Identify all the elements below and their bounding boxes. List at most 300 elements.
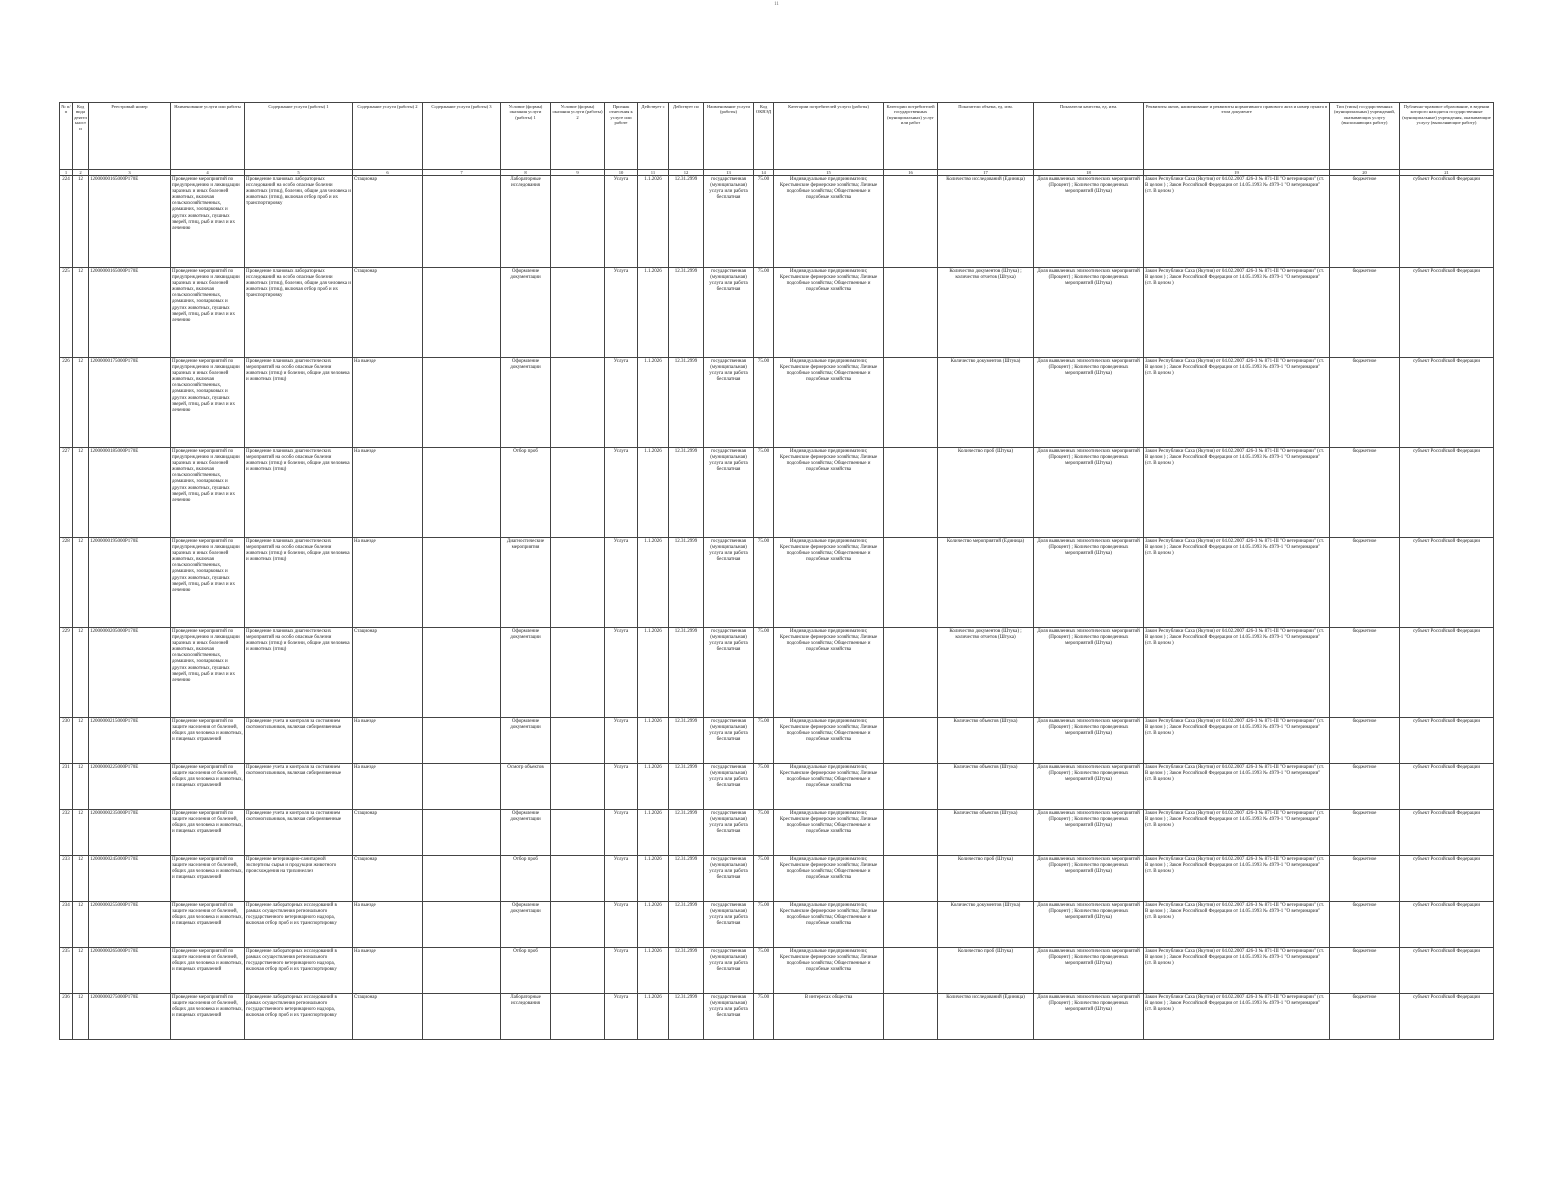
table-row	[60, 764, 1494, 810]
table-row	[60, 358, 1494, 448]
content-1: Проведение лабораторных исследований в рамках осуществления регионального государственного ветеринарного надзора, включая отбор проб и их транспортировку	[245, 994, 353, 1040]
service-name: Проведение мероприятий по защите населения от болезней, общих для человека и животных, и пищевых отравлений	[171, 718, 245, 764]
okved-code: 75.00	[754, 764, 774, 810]
valid-from: 1.1.2026	[638, 994, 669, 1040]
owner-entity: субъект Российской Федерации	[1400, 856, 1494, 902]
content-2: Стационар	[353, 810, 423, 856]
valid-to: 12.31.2999	[669, 448, 704, 538]
consumer-category-group	[884, 994, 938, 1040]
institution-type: бюджетное	[1330, 176, 1400, 268]
valid-to: 12.31.2999	[669, 538, 704, 628]
consumer-categories: Индивидуальные предприниматели; Крестьянские фермерские хозяйства; Личные подсобные хозяйства; Общественные и подсобные хозяйства	[774, 628, 884, 718]
activity-code: 12	[73, 538, 89, 628]
column-header: Категории потребителей услуги (работы)	[774, 103, 884, 170]
service-name: Проведение мероприятий по защите населения от болезней, общих для человека и животных, и пищевых отравлений	[171, 856, 245, 902]
valid-from: 1.1.2026	[638, 902, 669, 948]
valid-from: 1.1.2026	[638, 268, 669, 358]
owner-entity: субъект Российской Федерации	[1400, 948, 1494, 994]
column-header: Содержание услуги (работы) 1	[245, 103, 353, 170]
column-number: 20	[1330, 170, 1400, 176]
valid-to: 12.31.2999	[669, 268, 704, 358]
content-1: Проведение лабораторных исследований в рамках осуществления регионального государственного ветеринарного надзора, включая отбор проб и их транспортировку	[245, 902, 353, 948]
volume-indicators: Количество проб (Штука)	[938, 948, 1034, 994]
institution-type: бюджетное	[1330, 358, 1400, 448]
legal-acts: Закон Республики Саха (Якутия) от 04.02.2007 426-З № 871-III "О ветеринарии" (ст. В целом ) ; Закон Российской Федерации от 14.05.1993 № 4979-1 "О ветеринарии" (ст. В целом )	[1144, 810, 1330, 856]
consumer-category-group	[884, 448, 938, 538]
institution-type: бюджетное	[1330, 268, 1400, 358]
valid-from: 1.1.2026	[638, 538, 669, 628]
service-sign: Услуга	[605, 810, 638, 856]
volume-indicators: Количество документов (Штука) ; количество отчетов (Штука)	[938, 628, 1034, 718]
service-kind: государственная (муниципальная) услуга или работа бесплатная	[704, 810, 754, 856]
owner-entity: субъект Российской Федерации	[1400, 718, 1494, 764]
consumer-category-group	[884, 810, 938, 856]
content-1: Проведение плановых диагностических мероприятий на особо опасные болезни животных (птиц) и болезни, общие для человека и животных (птиц)	[245, 448, 353, 538]
service-sign: Услуга	[605, 856, 638, 902]
row-number: 226	[60, 358, 73, 448]
row-number: 225	[60, 268, 73, 358]
activity-code: 12	[73, 902, 89, 948]
registry-number: 12000000195000Р170Е	[89, 538, 171, 628]
consumer-categories: Индивидуальные предприниматели; Крестьянские фермерские хозяйства; Личные подсобные хозяйства; Общественные и подсобные хозяйства	[774, 268, 884, 358]
registry-table-wrapper	[59, 102, 1493, 1040]
service-name: Проведение мероприятий по предупреждению и ликвидации заразных и иных болезней животных, включая сельскохозяйственных, домашних, зоопарковых и других животных, пушных зверей, птиц, рыб и пчел и их лечению	[171, 176, 245, 268]
service-name: Проведение мероприятий по защите населения от болезней, общих для человека и животных, и пищевых отравлений	[171, 902, 245, 948]
column-header: Наименование услуги (работы)	[704, 103, 754, 170]
content-1: Проведение учета и контроля за состоянием скотомогильников, включая сибиреязвенные	[245, 718, 353, 764]
consumer-categories: Индивидуальные предприниматели; Крестьянские фермерские хозяйства; Личные подсобные хозяйства; Общественные и подсобные хозяйства	[774, 538, 884, 628]
okved-code: 75.00	[754, 902, 774, 948]
condition-1: Диагностические мероприятия	[501, 538, 551, 628]
condition-2	[551, 856, 605, 902]
row-number: 228	[60, 538, 73, 628]
condition-2	[551, 268, 605, 358]
table-row	[60, 538, 1494, 628]
condition-1: Отбор проб	[501, 856, 551, 902]
content-3	[423, 358, 501, 448]
content-3	[423, 948, 501, 994]
content-3	[423, 764, 501, 810]
content-2: На выезде	[353, 948, 423, 994]
service-kind: государственная (муниципальная) услуга или работа бесплатная	[704, 948, 754, 994]
activity-code: 12	[73, 764, 89, 810]
service-sign: Услуга	[605, 994, 638, 1040]
content-1: Проведение плановых диагностических мероприятий на особо опасные болезни животных (птиц) и болезни, общие для человека и животных (птиц)	[245, 628, 353, 718]
owner-entity: субъект Российской Федерации	[1400, 268, 1494, 358]
consumer-category-group	[884, 902, 938, 948]
service-name: Проведение мероприятий по предупреждению и ликвидации заразных и иных болезней животных, включая сельскохозяйственных, домашних, зоопарковых и других животных, пушных зверей, птиц, рыб и пчел и их лечению	[171, 628, 245, 718]
institution-type: бюджетное	[1330, 764, 1400, 810]
content-1: Проведение учета и контроля за состоянием скотомогильников, включая сибиреязвенные	[245, 810, 353, 856]
column-header: Показатели качества, ед. изм.	[1034, 103, 1144, 170]
consumer-category-group	[884, 764, 938, 810]
legal-acts: Закон Республики Саха (Якутия) от 04.02.2007 426-З № 871-III "О ветеринарии" (ст. В целом ) ; Закон Российской Федерации от 14.05.1993 № 4979-1 "О ветеринарии" (ст. В целом )	[1144, 948, 1330, 994]
service-name: Проведение мероприятий по предупреждению и ликвидации заразных и иных болезней животных, включая сельскохозяйственных, домашних, зоопарковых и других животных, пушных зверей, птиц, рыб и пчел и их лечению	[171, 268, 245, 358]
column-header: Код ОКВЭД	[754, 103, 774, 170]
column-header: Тип (типы) государственных (муниципальных) учреждений, оказывающих услугу (выполняющих работу)	[1330, 103, 1400, 170]
valid-to: 12.31.2999	[669, 358, 704, 448]
header-row	[60, 103, 1494, 170]
content-3	[423, 994, 501, 1040]
content-1: Проведение плановых лабораторных исследований на особо опасные болезни животных (птиц), болезни, общие для человека и животных (птиц), включая отбор проб и их транспортировку	[245, 268, 353, 358]
content-3	[423, 176, 501, 268]
content-2: На выезде	[353, 538, 423, 628]
owner-entity: субъект Российской Федерации	[1400, 628, 1494, 718]
okved-code: 75.00	[754, 268, 774, 358]
registry-number: 12000000165000Р170Е	[89, 176, 171, 268]
valid-from: 1.1.2026	[638, 810, 669, 856]
content-2: Стационар	[353, 268, 423, 358]
condition-1: Оформление документации	[501, 718, 551, 764]
registry-table	[59, 102, 1494, 1040]
content-2: Стационар	[353, 856, 423, 902]
activity-code: 12	[73, 628, 89, 718]
row-number: 231	[60, 764, 73, 810]
volume-indicators: Количество проб (Штука)	[938, 448, 1034, 538]
column-number: 16	[884, 170, 938, 176]
service-sign: Услуга	[605, 448, 638, 538]
okved-code: 75.00	[754, 538, 774, 628]
service-kind: государственная (муниципальная) услуга или работа бесплатная	[704, 358, 754, 448]
service-kind: государственная (муниципальная) услуга или работа бесплатная	[704, 538, 754, 628]
quality-indicators: Доля выявленных эпизоотических мероприятий (Процент) ; Количество проведенных мероприятий (Штука)	[1034, 994, 1144, 1040]
okved-code: 75.00	[754, 358, 774, 448]
condition-1: Оформление документации	[501, 358, 551, 448]
okved-code: 75.00	[754, 718, 774, 764]
quality-indicators: Доля выявленных эпизоотических мероприятий (Процент) ; Количество проведенных мероприятий (Штука)	[1034, 856, 1144, 902]
volume-indicators: Количество исследований (Единица)	[938, 176, 1034, 268]
page-number: 11	[774, 2, 779, 7]
quality-indicators: Доля выявленных эпизоотических мероприятий (Процент) ; Количество проведенных мероприятий (Штука)	[1034, 268, 1144, 358]
column-number: 21	[1400, 170, 1494, 176]
table-body	[60, 176, 1494, 1040]
valid-to: 12.31.2999	[669, 902, 704, 948]
owner-entity: субъект Российской Федерации	[1400, 176, 1494, 268]
content-3	[423, 810, 501, 856]
legal-acts: Закон Республики Саха (Якутия) от 04.02.2007 426-З № 871-III "О ветеринарии" (ст. В целом ) ; Закон Российской Федерации от 14.05.1993 № 4979-1 "О ветеринарии" (ст. В целом )	[1144, 268, 1330, 358]
valid-to: 12.31.2999	[669, 176, 704, 268]
activity-code: 12	[73, 994, 89, 1040]
content-1: Проведение плановых диагностических мероприятий на особо опасные болезни животных (птиц) и болезни, общие для человека и животных (птиц)	[245, 358, 353, 448]
content-2: На выезде	[353, 764, 423, 810]
column-header: Показатели объема, ед. изм.	[938, 103, 1034, 170]
legal-acts: Закон Республики Саха (Якутия) от 04.02.2007 426-З № 871-III "О ветеринарии" (ст. В целом ) ; Закон Российской Федерации от 14.05.1993 № 4979-1 "О ветеринарии" (ст. В целом )	[1144, 538, 1330, 628]
registry-number: 12000000185000Р170Е	[89, 448, 171, 538]
condition-1: Лабораторные исследования	[501, 176, 551, 268]
condition-2	[551, 176, 605, 268]
registry-number: 12000000275000Р170Е	[89, 994, 171, 1040]
row-number: 224	[60, 176, 73, 268]
institution-type: бюджетное	[1330, 628, 1400, 718]
institution-type: бюджетное	[1330, 902, 1400, 948]
column-header: Условие (формы) оказания услуги (работы) 2	[551, 103, 605, 170]
service-kind: государственная (муниципальная) услуга или работа бесплатная	[704, 764, 754, 810]
table-row	[60, 268, 1494, 358]
service-kind: государственная (муниципальная) услуга или работа бесплатная	[704, 856, 754, 902]
okved-code: 75.00	[754, 176, 774, 268]
quality-indicators: Доля выявленных эпизоотических мероприятий (Процент) ; Количество проведенных мероприятий (Штука)	[1034, 176, 1144, 268]
consumer-categories: Индивидуальные предприниматели; Крестьянские фермерские хозяйства; Личные подсобные хозяйства; Общественные и подсобные хозяйства	[774, 176, 884, 268]
service-sign: Услуга	[605, 538, 638, 628]
valid-from: 1.1.2026	[638, 718, 669, 764]
service-kind: государственная (муниципальная) услуга или работа бесплатная	[704, 268, 754, 358]
column-number: 1	[60, 170, 73, 176]
okved-code: 75.00	[754, 856, 774, 902]
valid-to: 12.31.2999	[669, 628, 704, 718]
service-kind: государственная (муниципальная) услуга или работа бесплатная	[704, 176, 754, 268]
column-number: 6	[353, 170, 423, 176]
owner-entity: субъект Российской Федерации	[1400, 994, 1494, 1040]
consumer-category-group	[884, 948, 938, 994]
legal-acts: Закон Республики Саха (Якутия) от 04.02.2007 426-З № 871-III "О ветеринарии" (ст. В целом ) ; Закон Российской Федерации от 14.05.1993 № 4979-1 "О ветеринарии" (ст. В целом )	[1144, 902, 1330, 948]
row-number: 232	[60, 810, 73, 856]
column-header: Реквизиты актов, наименование и реквизиты нормативного правового акта и номер пункта в этом документе	[1144, 103, 1330, 170]
service-sign: Услуга	[605, 902, 638, 948]
consumer-categories: Индивидуальные предприниматели; Крестьянские фермерские хозяйства; Личные подсобные хозяйства; Общественные и подсобные хозяйства	[774, 902, 884, 948]
quality-indicators: Доля выявленных эпизоотических мероприятий (Процент) ; Количество проведенных мероприятий (Штука)	[1034, 810, 1144, 856]
institution-type: бюджетное	[1330, 718, 1400, 764]
content-3	[423, 448, 501, 538]
consumer-category-group	[884, 538, 938, 628]
column-number: 14	[754, 170, 774, 176]
condition-2	[551, 358, 605, 448]
content-1: Проведение ветеринарно-санитарной экспертизы сырья и продукции животного происхождения на трихинеллез	[245, 856, 353, 902]
quality-indicators: Доля выявленных эпизоотических мероприятий (Процент) ; Количество проведенных мероприятий (Штука)	[1034, 448, 1144, 538]
content-3	[423, 902, 501, 948]
okved-code: 75.00	[754, 994, 774, 1040]
condition-2	[551, 718, 605, 764]
activity-code: 12	[73, 810, 89, 856]
legal-acts: Закон Республики Саха (Якутия) от 04.02.2007 426-З № 871-III "О ветеринарии" (ст. В целом ) ; Закон Российской Федерации от 14.05.1993 № 4979-1 "О ветеринарии" (ст. В целом )	[1144, 994, 1330, 1040]
service-sign: Услуга	[605, 948, 638, 994]
condition-2	[551, 628, 605, 718]
table-row	[60, 948, 1494, 994]
institution-type: бюджетное	[1330, 856, 1400, 902]
service-name: Проведение мероприятий по предупреждению и ликвидации заразных и иных болезней животных, включая сельскохозяйственных, домашних, зоопарковых и других животных, пушных зверей, птиц, рыб и пчел и их лечению	[171, 538, 245, 628]
table-row	[60, 448, 1494, 538]
service-name: Проведение мероприятий по защите населения от болезней, общих для человека и животных, и пищевых отравлений	[171, 994, 245, 1040]
legal-acts: Закон Республики Саха (Якутия) от 04.02.2007 426-З № 871-III "О ветеринарии" (ст. В целом ) ; Закон Российской Федерации от 14.05.1993 № 4979-1 "О ветеринарии" (ст. В целом )	[1144, 358, 1330, 448]
row-number: 227	[60, 448, 73, 538]
activity-code: 12	[73, 358, 89, 448]
service-sign: Услуга	[605, 358, 638, 448]
column-number: 12	[669, 170, 704, 176]
service-kind: государственная (муниципальная) услуга или работа бесплатная	[704, 994, 754, 1040]
quality-indicators: Доля выявленных эпизоотических мероприятий (Процент) ; Количество проведенных мероприятий (Штука)	[1034, 902, 1144, 948]
okved-code: 75.00	[754, 810, 774, 856]
table-row	[60, 994, 1494, 1040]
column-number: 5	[245, 170, 353, 176]
volume-indicators: Количество мероприятий (Единица)	[938, 538, 1034, 628]
content-1: Проведение плановых лабораторных исследований на особо опасные болезни животных (птиц), болезни, общие для человека и животных (птиц), включая отбор проб и их транспортировку	[245, 176, 353, 268]
row-number: 236	[60, 994, 73, 1040]
column-number: 15	[774, 170, 884, 176]
column-header: Условие (формы) оказания услуги (работы) 1	[501, 103, 551, 170]
owner-entity: субъект Российской Федерации	[1400, 902, 1494, 948]
service-name: Проведение мероприятий по защите населения от болезней, общих для человека и животных, и пищевых отравлений	[171, 810, 245, 856]
okved-code: 75.00	[754, 448, 774, 538]
column-number: 2	[73, 170, 89, 176]
column-number: 9	[551, 170, 605, 176]
consumer-categories: Индивидуальные предприниматели; Крестьянские фермерские хозяйства; Личные подсобные хозяйства; Общественные и подсобные хозяйства	[774, 856, 884, 902]
table-row	[60, 176, 1494, 268]
consumer-category-group	[884, 628, 938, 718]
condition-2	[551, 994, 605, 1040]
column-header: Категории потребителей государственных (муниципальных) услуг или работ	[884, 103, 938, 170]
service-kind: государственная (муниципальная) услуга или работа бесплатная	[704, 628, 754, 718]
quality-indicators: Доля выявленных эпизоотических мероприятий (Процент) ; Количество проведенных мероприятий (Штука)	[1034, 628, 1144, 718]
service-kind: государственная (муниципальная) услуга или работа бесплатная	[704, 902, 754, 948]
consumer-categories: Индивидуальные предприниматели; Крестьянские фермерские хозяйства; Личные подсобные хозяйства; Общественные и подсобные хозяйства	[774, 764, 884, 810]
activity-code: 12	[73, 856, 89, 902]
column-number: 7	[423, 170, 501, 176]
consumer-categories: Индивидуальные предприниматели; Крестьянские фермерские хозяйства; Личные подсобные хозяйства; Общественные и подсобные хозяйства	[774, 448, 884, 538]
valid-from: 1.1.2026	[638, 628, 669, 718]
legal-acts: Закон Республики Саха (Якутия) от 04.02.2007 426-З № 871-III "О ветеринарии" (ст. В целом ) ; Закон Российской Федерации от 14.05.1993 № 4979-1 "О ветеринарии" (ст. В целом )	[1144, 856, 1330, 902]
column-number: 4	[171, 170, 245, 176]
service-name: Проведение мероприятий по защите населения от болезней, общих для человека и животных, и пищевых отравлений	[171, 764, 245, 810]
consumer-categories: В интересах общества	[774, 994, 884, 1040]
condition-1: Отбор проб	[501, 948, 551, 994]
owner-entity: субъект Российской Федерации	[1400, 538, 1494, 628]
condition-1: Оформление документации	[501, 268, 551, 358]
legal-acts: Закон Республики Саха (Якутия) от 04.02.2007 426-З № 871-III "О ветеринарии" (ст. В целом ) ; Закон Российской Федерации от 14.05.1993 № 4979-1 "О ветеринарии" (ст. В целом )	[1144, 448, 1330, 538]
valid-from: 1.1.2026	[638, 176, 669, 268]
registry-number: 12000000255000Р170Е	[89, 902, 171, 948]
valid-to: 12.31.2999	[669, 764, 704, 810]
volume-indicators: Количество документов (Штука) ; количество отчетов (Штука)	[938, 268, 1034, 358]
owner-entity: субъект Российской Федерации	[1400, 358, 1494, 448]
activity-code: 12	[73, 176, 89, 268]
row-number: 230	[60, 718, 73, 764]
consumer-category-group	[884, 718, 938, 764]
okved-code: 75.00	[754, 948, 774, 994]
consumer-categories: Индивидуальные предприниматели; Крестьянские фермерские хозяйства; Личные подсобные хозяйства; Общественные и подсобные хозяйства	[774, 948, 884, 994]
owner-entity: субъект Российской Федерации	[1400, 764, 1494, 810]
consumer-categories: Индивидуальные предприниматели; Крестьянские фермерские хозяйства; Личные подсобные хозяйства; Общественные и подсобные хозяйства	[774, 358, 884, 448]
valid-from: 1.1.2026	[638, 856, 669, 902]
row-number: 229	[60, 628, 73, 718]
owner-entity: субъект Российской Федерации	[1400, 810, 1494, 856]
consumer-categories: Индивидуальные предприниматели; Крестьянские фермерские хозяйства; Личные подсобные хозяйства; Общественные и подсобные хозяйства	[774, 810, 884, 856]
column-header: № п/п	[60, 103, 73, 170]
institution-type: бюджетное	[1330, 810, 1400, 856]
content-3	[423, 718, 501, 764]
legal-acts: Закон Республики Саха (Якутия) от 04.02.2007 426-З № 871-III "О ветеринарии" (ст. В целом ) ; Закон Российской Федерации от 14.05.1993 № 4979-1 "О ветеринарии" (ст. В целом )	[1144, 176, 1330, 268]
quality-indicators: Доля выявленных эпизоотических мероприятий (Процент) ; Количество проведенных мероприятий (Штука)	[1034, 538, 1144, 628]
volume-indicators: Количество документов (Штука)	[938, 902, 1034, 948]
institution-type: бюджетное	[1330, 994, 1400, 1040]
institution-type: бюджетное	[1330, 538, 1400, 628]
registry-number: 12000000235000Р170Е	[89, 810, 171, 856]
volume-indicators: Количество документов (Штука)	[938, 358, 1034, 448]
table-row	[60, 810, 1494, 856]
valid-from: 1.1.2026	[638, 764, 669, 810]
condition-1: Отбор проб	[501, 448, 551, 538]
content-2: Стационар	[353, 176, 423, 268]
valid-to: 12.31.2999	[669, 994, 704, 1040]
condition-2	[551, 810, 605, 856]
content-3	[423, 538, 501, 628]
condition-1: Оформление документации	[501, 810, 551, 856]
quality-indicators: Доля выявленных эпизоотических мероприятий (Процент) ; Количество проведенных мероприятий (Штука)	[1034, 718, 1144, 764]
registry-number: 12000000245000Р170Е	[89, 856, 171, 902]
column-number: 11	[638, 170, 669, 176]
row-number: 235	[60, 948, 73, 994]
column-header: Публично-правовое образование, в ведении которого находятся государственные (муниципальные) учреждения, оказывающие услугу (выполняющие работу)	[1400, 103, 1494, 170]
service-sign: Услуга	[605, 268, 638, 358]
quality-indicators: Доля выявленных эпизоотических мероприятий (Процент) ; Количество проведенных мероприятий (Штука)	[1034, 764, 1144, 810]
consumer-category-group	[884, 268, 938, 358]
content-1: Проведение учета и контроля за состоянием скотомогильников, включая сибиреязвенные	[245, 764, 353, 810]
consumer-category-group	[884, 358, 938, 448]
volume-indicators: Количество объектов (Штука)	[938, 718, 1034, 764]
consumer-categories: Индивидуальные предприниматели; Крестьянские фермерские хозяйства; Личные подсобные хозяйства; Общественные и подсобные хозяйства	[774, 718, 884, 764]
column-header: Действует по	[669, 103, 704, 170]
column-header: Действует с	[638, 103, 669, 170]
column-header: Содержание услуги (работы) 3	[423, 103, 501, 170]
service-sign: Услуга	[605, 176, 638, 268]
volume-indicators: Количество объектов (Штука)	[938, 810, 1034, 856]
column-number: 17	[938, 170, 1034, 176]
content-2: На выезде	[353, 448, 423, 538]
valid-from: 1.1.2026	[638, 358, 669, 448]
row-number: 233	[60, 856, 73, 902]
valid-from: 1.1.2026	[638, 948, 669, 994]
activity-code: 12	[73, 718, 89, 764]
activity-code: 12	[73, 448, 89, 538]
service-name: Проведение мероприятий по предупреждению и ликвидации заразных и иных болезней животных, включая сельскохозяйственных, домашних, зоопарковых и других животных, пушных зверей, птиц, рыб и пчел и их лечению	[171, 448, 245, 538]
content-3	[423, 628, 501, 718]
quality-indicators: Доля выявленных эпизоотических мероприятий (Процент) ; Количество проведенных мероприятий (Штука)	[1034, 948, 1144, 994]
condition-2	[551, 902, 605, 948]
column-number: 10	[605, 170, 638, 176]
column-number: 3	[89, 170, 171, 176]
condition-2	[551, 448, 605, 538]
service-name: Проведение мероприятий по предупреждению и ликвидации заразных и иных болезней животных, включая сельскохозяйственных, домашних, зоопарковых и других животных, пушных зверей, птиц, рыб и пчел и их лечению	[171, 358, 245, 448]
condition-2	[551, 948, 605, 994]
activity-code: 12	[73, 268, 89, 358]
valid-to: 12.31.2999	[669, 856, 704, 902]
valid-to: 12.31.2999	[669, 948, 704, 994]
content-2: Стационар	[353, 628, 423, 718]
institution-type: бюджетное	[1330, 448, 1400, 538]
valid-to: 12.31.2999	[669, 810, 704, 856]
column-number: 13	[704, 170, 754, 176]
registry-number: 12000000265000Р170Е	[89, 948, 171, 994]
condition-2	[551, 764, 605, 810]
condition-1: Лабораторные исследования	[501, 994, 551, 1040]
volume-indicators: Количество объектов (Штука)	[938, 764, 1034, 810]
legal-acts: Закон Республики Саха (Якутия) от 04.02.2007 426-З № 871-III "О ветеринарии" (ст. В целом ) ; Закон Российской Федерации от 14.05.1993 № 4979-1 "О ветеринарии" (ст. В целом )	[1144, 764, 1330, 810]
volume-indicators: Количество исследований (Единица)	[938, 994, 1034, 1040]
valid-from: 1.1.2026	[638, 448, 669, 538]
owner-entity: субъект Российской Федерации	[1400, 448, 1494, 538]
volume-indicators: Количество проб (Штука)	[938, 856, 1034, 902]
content-1: Проведение лабораторных исследований в рамках осуществления регионального государственного ветеринарного надзора, включая отбор проб и их транспортировку	[245, 948, 353, 994]
column-number: 19	[1144, 170, 1330, 176]
okved-code: 75.00	[754, 628, 774, 718]
registry-number: 12000000205000Р170Е	[89, 628, 171, 718]
column-header: Признак отнесения к услуге или работе	[605, 103, 638, 170]
table-row	[60, 856, 1494, 902]
quality-indicators: Доля выявленных эпизоотических мероприятий (Процент) ; Количество проведенных мероприятий (Штука)	[1034, 358, 1144, 448]
content-2: Стационар	[353, 994, 423, 1040]
service-sign: Услуга	[605, 718, 638, 764]
institution-type: бюджетное	[1330, 948, 1400, 994]
service-kind: государственная (муниципальная) услуга или работа бесплатная	[704, 448, 754, 538]
service-sign: Услуга	[605, 628, 638, 718]
